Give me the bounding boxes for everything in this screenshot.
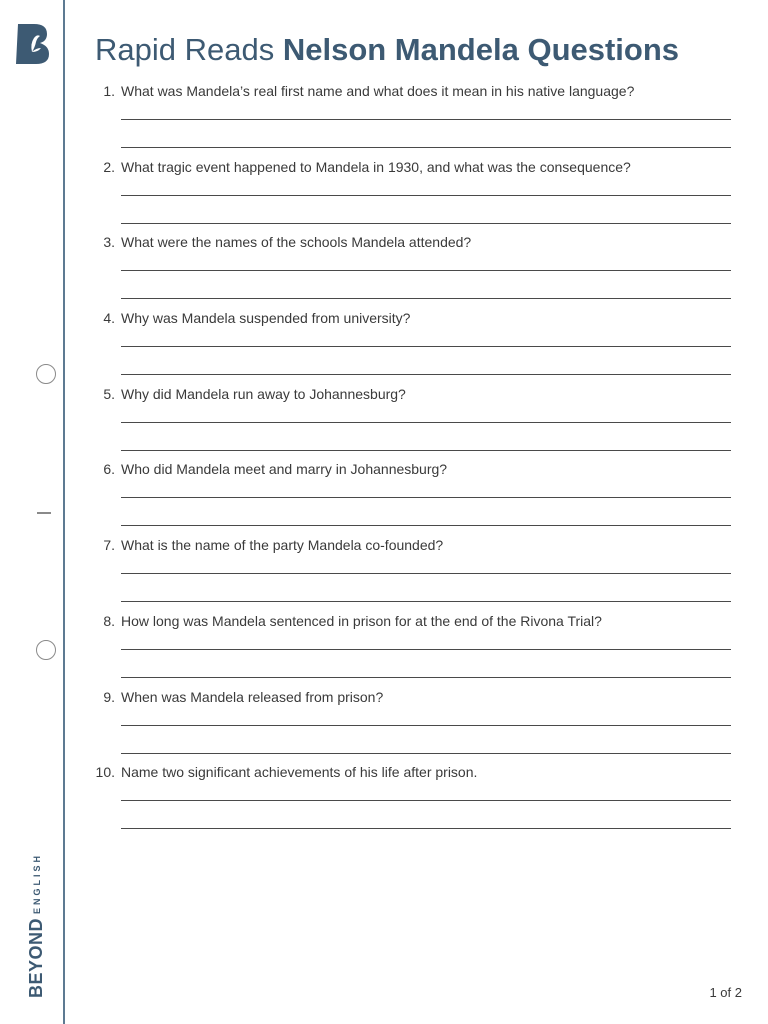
punch-hole xyxy=(36,640,56,660)
question-item xyxy=(95,307,731,383)
punch-hole xyxy=(36,364,56,384)
brand-wordmark xyxy=(26,853,47,998)
question-text: How long was Mandela sentenced in prison for at the end of the Rivona Trial? xyxy=(121,612,602,629)
answer-line[interactable] xyxy=(121,119,731,120)
margin-line xyxy=(63,0,65,1024)
answer-line[interactable] xyxy=(121,298,731,299)
brand-word-english: ENGLISH xyxy=(32,852,42,914)
question-text: Name two significant achievements of his life after prison. xyxy=(121,764,478,781)
answer-line[interactable] xyxy=(121,497,731,498)
question-number: 4. xyxy=(103,310,115,327)
question-number: 3. xyxy=(103,234,115,251)
question-number: 6. xyxy=(103,461,115,478)
question-item xyxy=(95,383,731,459)
answer-line[interactable] xyxy=(121,725,731,726)
answer-line[interactable] xyxy=(121,525,731,526)
answer-line[interactable] xyxy=(121,223,731,224)
question-text: What was Mandela’s real first name and what does it mean in his native language? xyxy=(121,83,635,99)
question-item xyxy=(95,534,731,610)
answer-line[interactable] xyxy=(121,270,731,271)
answer-line[interactable] xyxy=(121,374,731,375)
answer-line[interactable] xyxy=(121,601,731,602)
title-topic: Nelson Mandela Questions xyxy=(282,32,680,67)
page-number: 1 of 2 xyxy=(709,985,742,1000)
beyond-logo-icon xyxy=(14,22,52,66)
answer-line[interactable] xyxy=(121,422,731,423)
question-number: 9. xyxy=(103,688,115,705)
answer-line[interactable] xyxy=(121,753,731,754)
answer-line[interactable] xyxy=(121,147,731,148)
answer-line[interactable] xyxy=(121,573,731,574)
question-item xyxy=(95,156,731,232)
question-text: When was Mandela released from prison? xyxy=(121,688,384,705)
question-list xyxy=(95,80,731,837)
answer-line[interactable] xyxy=(121,677,731,678)
question-number: 8. xyxy=(103,612,115,629)
answer-line[interactable] xyxy=(121,828,731,829)
question-item xyxy=(95,80,731,156)
page-title xyxy=(95,32,679,68)
question-number: 7. xyxy=(103,537,115,554)
question-text: Why did Mandela run away to Johannesburg? xyxy=(121,385,406,402)
question-text: What were the names of the schools Mandela attended? xyxy=(121,234,472,251)
question-item xyxy=(95,610,731,686)
question-number: 10. xyxy=(95,764,115,781)
question-text: Who did Mandela meet and marry in Johannesburg? xyxy=(121,461,448,478)
answer-line[interactable] xyxy=(121,450,731,451)
title-series: Rapid Reads xyxy=(95,32,275,67)
question-text: What is the name of the party Mandela co-founded? xyxy=(121,537,444,554)
answer-line[interactable] xyxy=(121,649,731,650)
question-number: 1. xyxy=(103,83,115,99)
answer-line[interactable] xyxy=(121,195,731,196)
question-item xyxy=(95,686,731,762)
question-number: 2. xyxy=(103,158,115,175)
question-text: What tragic event happened to Mandela in 1930, and what was the consequence? xyxy=(121,158,631,175)
question-item xyxy=(95,761,731,837)
question-text: Why was Mandela suspended from university? xyxy=(121,310,411,327)
answer-line[interactable] xyxy=(121,800,731,801)
question-item xyxy=(95,458,731,534)
brand-word-beyond: BEYOND xyxy=(26,917,46,998)
question-number: 5. xyxy=(103,385,115,402)
answer-line[interactable] xyxy=(121,346,731,347)
fold-mark xyxy=(37,512,51,514)
question-item xyxy=(95,231,731,307)
